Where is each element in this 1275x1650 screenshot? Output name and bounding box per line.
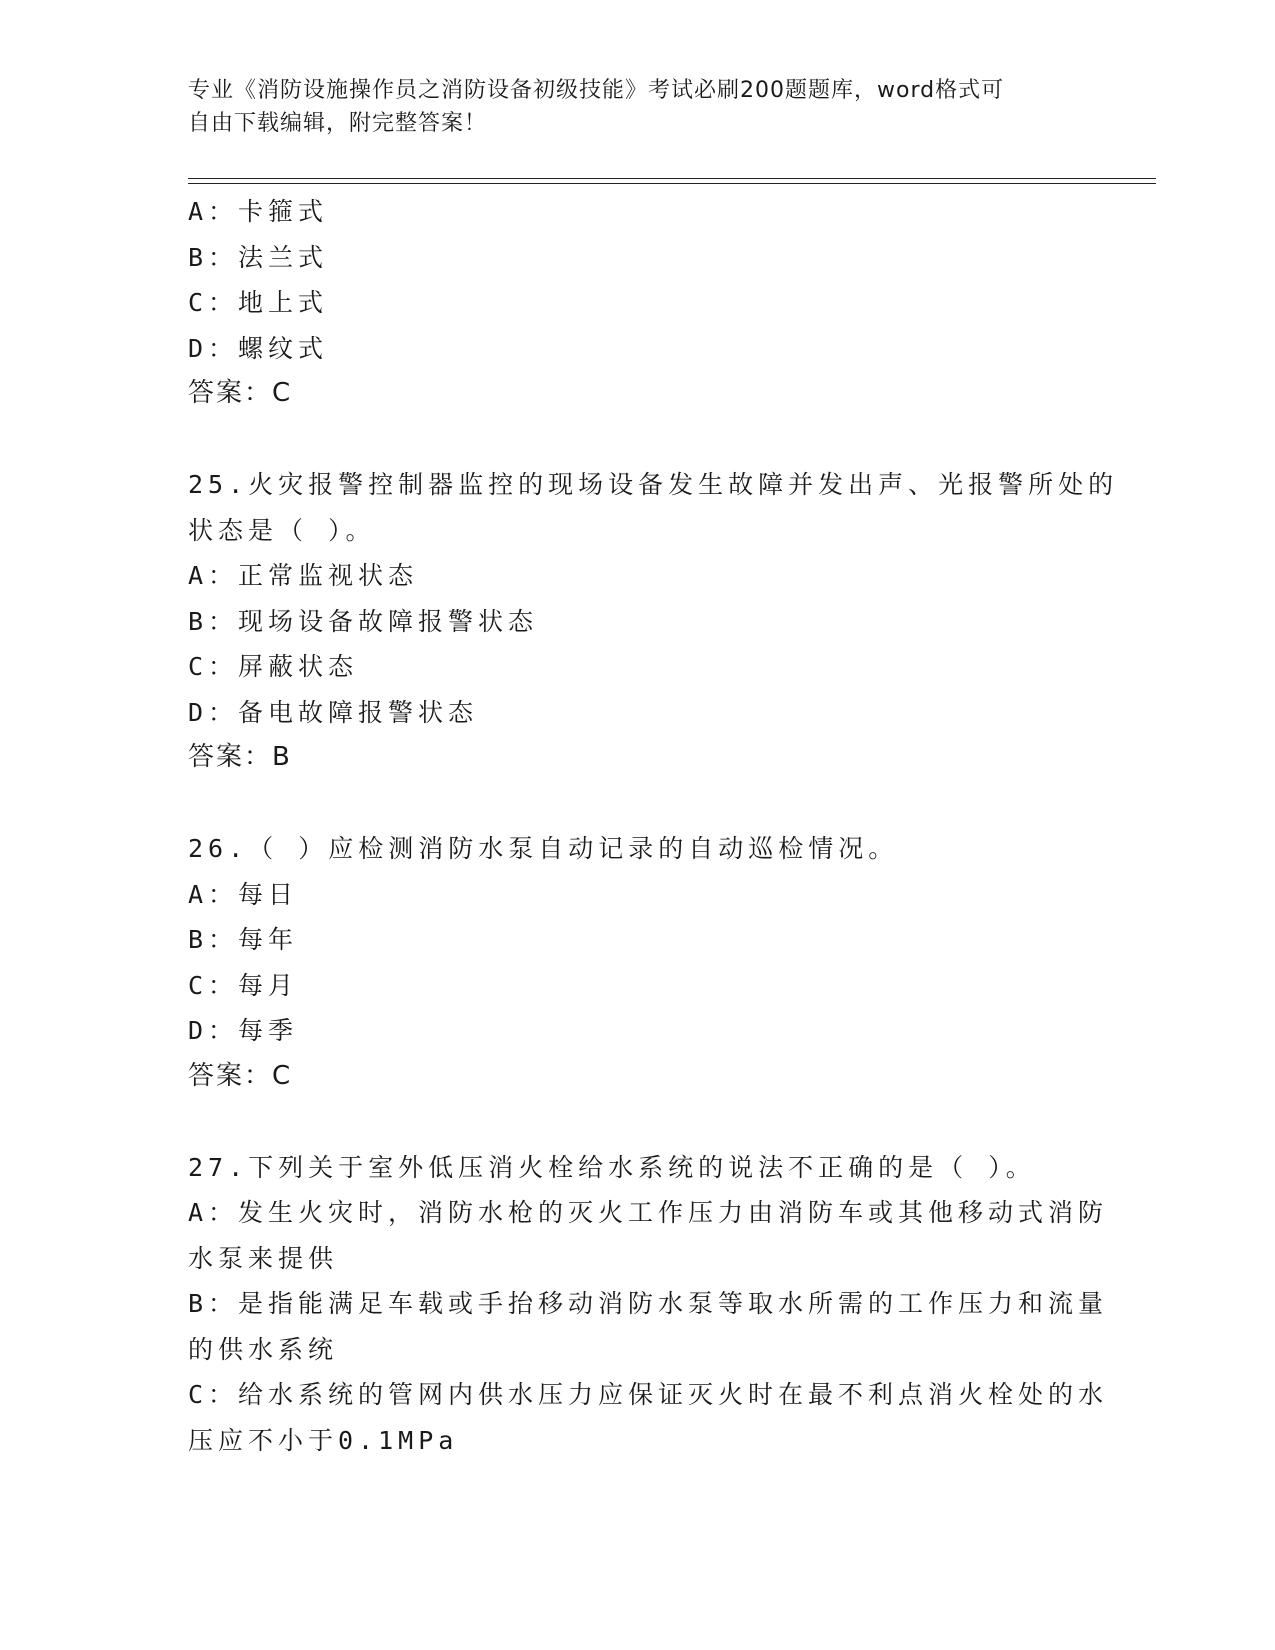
- answer-line: 答案：C: [188, 1060, 293, 1091]
- option-d: D：螺纹式: [188, 333, 329, 363]
- option-d: D：备电故障报警状态: [188, 697, 479, 727]
- question-stem: 26.（ ）应检测消防水泵自动记录的自动巡检情况。: [188, 834, 899, 863]
- question-stem: 27.下列关于室外低压消火栓给水系统的说法不正确的是（ ）。: [188, 1152, 1036, 1182]
- option-a: A：卡箍式: [188, 197, 329, 226]
- option-d: D：每季: [188, 1016, 299, 1045]
- question-block-26: [188, 826, 1078, 1099]
- question-stem-cont: 状态是（ ）。: [188, 515, 376, 545]
- answer-line: 答案：B: [188, 742, 292, 772]
- header-divider-top: [188, 178, 1156, 179]
- option-a: A：发生火灾时，消防水枪的灭火工作压力由消防车或其他移动式消防: [188, 1198, 1109, 1227]
- question-block-24: [188, 189, 1078, 417]
- option-a: A：每日: [188, 879, 299, 909]
- option-b: B：每年: [188, 925, 299, 954]
- answer-line: 答案：C: [188, 378, 293, 408]
- option-c: C：每月: [188, 970, 299, 1000]
- question-block-27: [188, 1145, 1109, 1464]
- option-c-cont: 压应不小于0.1MPa: [188, 1425, 459, 1455]
- header-divider-bottom: [188, 183, 1156, 184]
- option-b: B：法兰式: [188, 242, 329, 272]
- spacer: [188, 781, 1078, 827]
- option-b: B：是指能满足车载或手抬移动消防水泵等取水所需的工作压力和流量: [188, 1289, 1109, 1318]
- option-b-cont: 的供水系统: [188, 1334, 339, 1364]
- question-list: [188, 189, 1119, 1463]
- option-b: B：现场设备故障报警状态: [188, 606, 539, 636]
- option-c: C：地上式: [188, 288, 329, 317]
- question-block-25: [188, 462, 1119, 781]
- question-stem: 25.火灾报警控制器监控的现场设备发生故障并发出声、光报警所处的: [188, 470, 1119, 499]
- option-a: A：正常监视状态: [188, 561, 419, 590]
- spacer: [188, 417, 1078, 463]
- option-c: C：给水系统的管网内供水压力应保证灭火时在最不利点消火栓处的水: [188, 1380, 1109, 1409]
- spacer: [188, 1099, 1078, 1145]
- header-line-2: 自由下载编辑，附完整答案！: [188, 111, 488, 136]
- header-line-1: 专业《消防设施操作员之消防设备初级技能》考试必刷200题题库，word格式可: [188, 78, 1005, 103]
- option-a-cont: 水泵来提供: [188, 1243, 339, 1273]
- option-c: C：屏蔽状态: [188, 652, 359, 681]
- document-header: [188, 74, 1068, 140]
